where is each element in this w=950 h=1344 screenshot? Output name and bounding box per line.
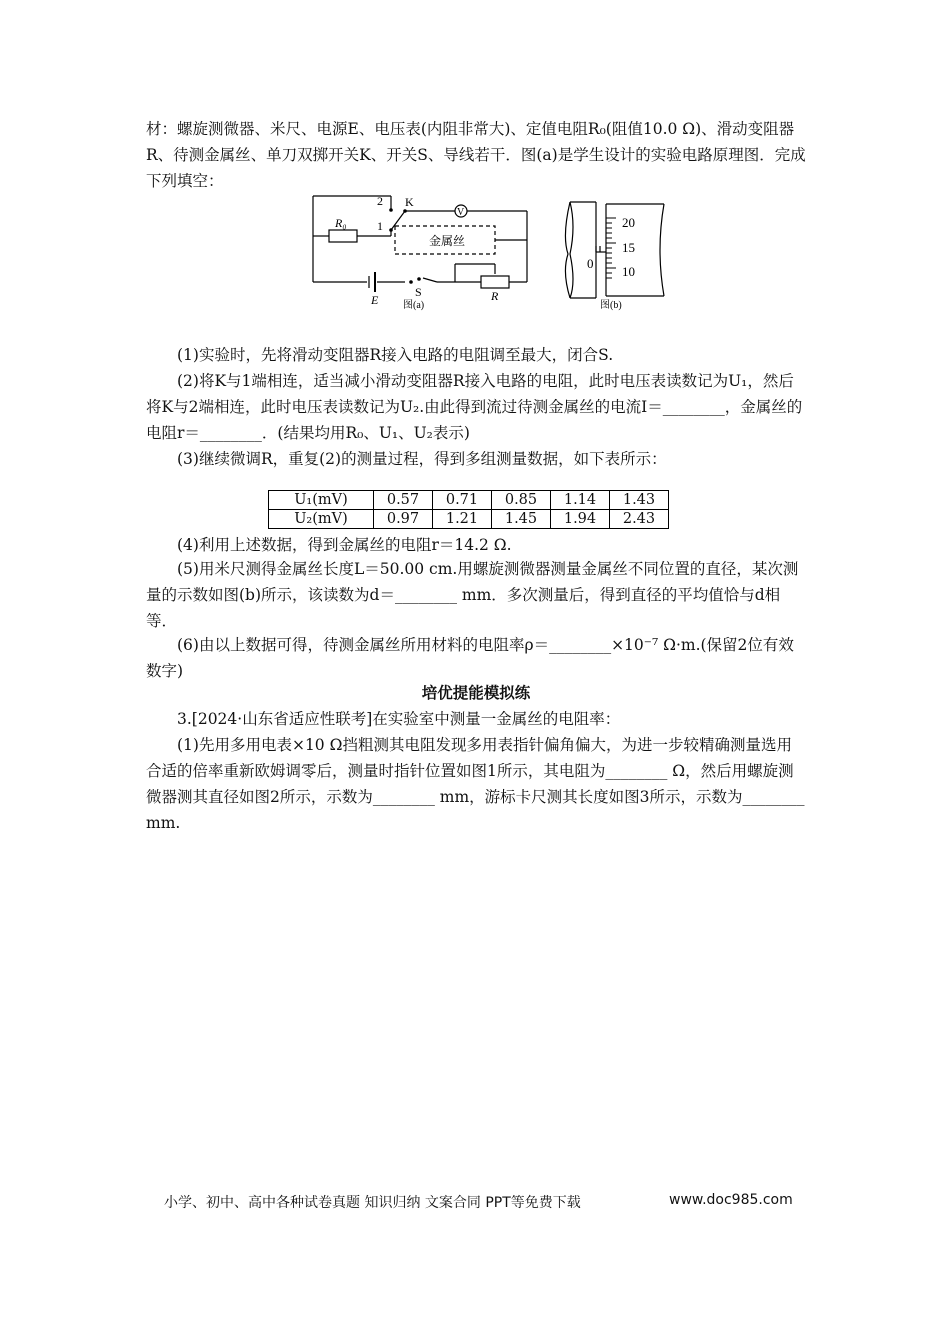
- svg-text:图(b): 图(b): [600, 300, 622, 311]
- step-2: (2)将K与1端相连，适当减小滑动变阻器R接入电路的电阻，此时电压表读数记为U₁，然后将K与2端相连，此时电压表读数记为U₂.由此得到流过待测金属丝的电流I＝________，金属丝的电阻r＝________．(结果均用R₀、U₁、U₂表示): [146, 372, 803, 442]
- r0-resistor: [329, 230, 357, 242]
- svg-text:E: E: [371, 293, 379, 307]
- svg-text:K: K: [405, 195, 414, 209]
- step-1: (1)实验时，先将滑动变阻器R接入电路的电阻调至最大，闭合S.: [177, 346, 614, 364]
- table-row: U₂(mV) 0.97 1.21 1.45 1.94 2.43: [269, 510, 669, 529]
- svg-text:R₀: R₀: [335, 216, 347, 230]
- svg-text:15: 15: [622, 240, 635, 255]
- intro-paragraph: 材：螺旋测微器、米尺、电源E、电压表(内阻非常大)、定值电阻R₀(阻值10.0 Ω)、滑动变阻器R、待测金属丝、单刀双掷开关K、开关S、导线若干．图(a)是学生设计的实验电路原理图．完成下列填空：: [146, 120, 806, 190]
- footer: [164, 1192, 804, 1212]
- svg-text:图(a): 图(a): [403, 300, 425, 311]
- svg-text:0: 0: [587, 256, 594, 271]
- circuit-diagram: [305, 190, 535, 312]
- step-6: (6)由以上数据可得，待测金属丝所用材料的电阻率ρ＝________×10⁻⁷ Ω·m.(保留2位有效数字): [146, 636, 794, 680]
- svg-text:S: S: [415, 285, 422, 299]
- svg-text:2: 2: [377, 194, 383, 208]
- micrometer-figure: [560, 196, 670, 312]
- question-3-part-1: (1)先用多用电表×10 Ω挡粗测其电阻发现多用表指针偏角偏大，为进一步较精确测量选用合适的倍率重新欧姆调零后，测量时指针位置如图1所示，其电阻为________ Ω，然后用螺旋测微器测其直径如图2所示，示数为________ mm，游标卡尺测其长度如图3所示，示数为________ mm.: [146, 736, 805, 832]
- step-5: (5)用米尺测得金属丝长度L＝50.00 cm.用螺旋测微器测量金属丝不同位置的直径，某次测量的示数如图(b)所示，该读数为d＝________ mm．多次测量后，得到直径的平均值恰与d相等．: [146, 560, 799, 630]
- step-3: (3)继续微调R，重复(2)的测量过程，得到多组测量数据，如下表所示：: [177, 450, 667, 468]
- svg-text:10: 10: [622, 264, 635, 279]
- svg-text:1: 1: [377, 219, 383, 233]
- section-title: 培优提能模拟练: [421, 683, 531, 702]
- footer-text: 小学、初中、高中各种试卷真题 知识归纳 文案合同 PPT等免费下载: [164, 1195, 581, 1211]
- svg-text:R: R: [491, 289, 499, 303]
- step-4: (4)利用上述数据，得到金属丝的电阻r＝14.2 Ω.: [177, 536, 512, 554]
- svg-text:V: V: [457, 207, 465, 218]
- data-table: [268, 490, 669, 529]
- footer-url[interactable]: www.doc985.com: [669, 1192, 793, 1208]
- svg-text:20: 20: [622, 215, 635, 230]
- rheostat: [481, 276, 509, 288]
- svg-text:金属丝: 金属丝: [429, 234, 466, 248]
- question-3-title: 3.[2024·山东省适应性联考]在实验室中测量一金属丝的电阻率：: [177, 710, 621, 728]
- table-row: U₁(mV) 0.57 0.71 0.85 1.14 1.43: [269, 491, 669, 510]
